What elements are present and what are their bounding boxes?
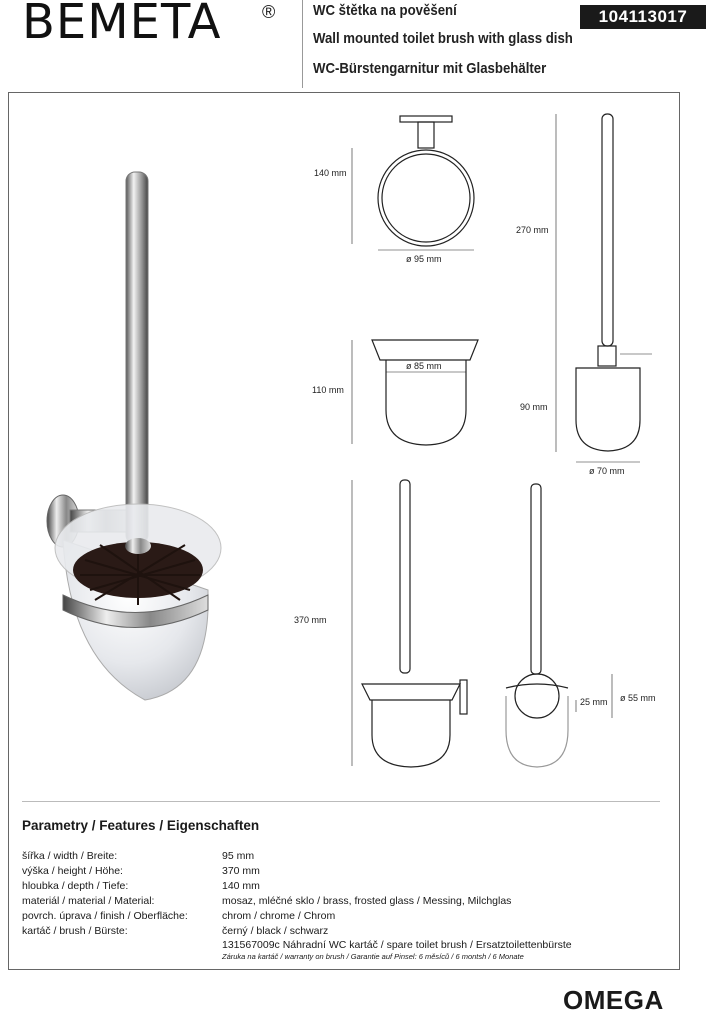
- spare-brush-info: 131567009c Náhradní WC kartáč / spare toilet brush / Ersatztoilettenbürste: [222, 939, 572, 951]
- title-en: Wall mounted toilet brush with glass dish: [313, 30, 573, 47]
- ring-height-label: 140 mm: [314, 168, 347, 178]
- param-value: chrom / chrome / Chrom: [222, 910, 336, 922]
- base-depth-label: 25 mm: [580, 697, 608, 707]
- param-value: mosaz, mléčné sklo / brass, frosted glass / Messing, Milchglas: [222, 895, 512, 907]
- series-name: OMEGA: [563, 985, 664, 1015]
- param-label: kartáč / brush / Bürste:: [22, 925, 128, 937]
- param-label: hloubka / depth / Tiefe:: [22, 880, 129, 892]
- base-diameter-label: ø 55 mm: [620, 693, 656, 703]
- brush-head-diameter-label: ø 70 mm: [589, 466, 625, 476]
- param-value: 370 mm: [222, 865, 260, 877]
- product-code: 104113017: [580, 5, 706, 29]
- warranty-note: Záruka na kartáč / warranty on brush / Garantie auf Pinsel: 6 měsíců / 6 montsh / 6 Monate: [222, 952, 524, 961]
- param-label: šířka / width / Breite:: [22, 850, 118, 862]
- brush-rod-label: 270 mm: [516, 225, 549, 235]
- dish-diameter-label: ø 85 mm: [406, 361, 442, 371]
- brand-logo: BEMETA: [22, 0, 222, 50]
- brush-head-height-label: 90 mm: [520, 402, 548, 412]
- param-label: povrch. úprava / finish / Oberfläche:: [22, 910, 188, 922]
- dish-height-label: 110 mm: [312, 385, 344, 395]
- product-photo: [47, 172, 221, 700]
- brush-view: [556, 114, 652, 462]
- glass-dish-view: [352, 340, 478, 445]
- assembled-side-view: [506, 484, 612, 767]
- param-value: 140 mm: [222, 880, 260, 892]
- title-cz: WC štětka na pověšení: [313, 2, 457, 19]
- param-value: 95 mm: [222, 850, 255, 862]
- section-divider: [22, 801, 660, 802]
- assembled-front-view: [352, 480, 467, 767]
- total-height-label: 370 mm: [294, 615, 327, 625]
- param-label: výška / height / Höhe:: [22, 865, 123, 877]
- ring-diameter-label: ø 95 mm: [406, 254, 442, 264]
- params-title: Parametry / Features / Eigenschaften: [22, 818, 260, 833]
- param-value: černý / black / schwarz: [222, 925, 329, 937]
- title-de: WC-Bürstengarnitur mit Glasbehälter: [313, 60, 547, 77]
- registered-mark: ®: [262, 2, 276, 22]
- ring-holder-view: [352, 116, 474, 250]
- param-label: materiál / material / Material:: [22, 895, 155, 907]
